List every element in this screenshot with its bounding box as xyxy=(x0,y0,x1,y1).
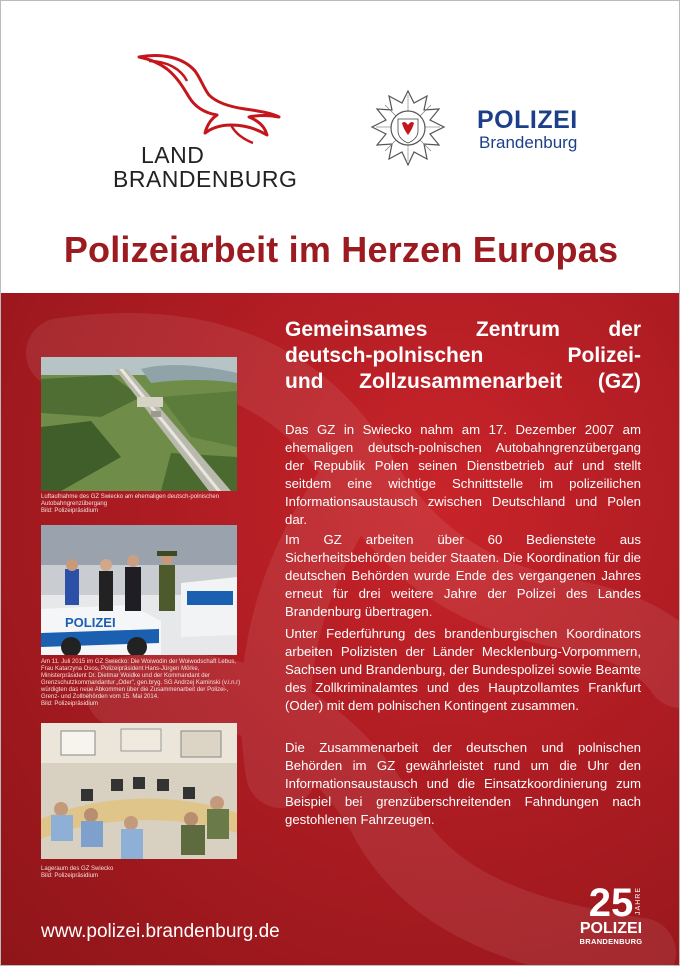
article-paragraph: Das GZ in Swiecko nahm am 17. Dezember 2007 am ehemaligen deutsch-polnischen Autobahngrenzübergang der Republik Polen seinen Dienstbetrieb auf und stellt seitdem eine wichtige Schnittstelle im polizeilichen Informationsaustausch zwischen Deutschland und Polen dar. xyxy=(285,422,641,527)
room-photo-caption: Lageraum des GZ Swiecko Bild: Polizeipräsidium xyxy=(41,866,114,879)
polizei-brandenburg-logo xyxy=(477,107,578,153)
article-paragraph: Unter Federführung des brandenburgischen Koordinators arbeiten Polizisten der Länder Mecklenburg-Vorpommern, Sachsen und Brandenburg, der Bundespolizei sowie Beamte des Zollkriminalamtes und des Hauptzollamtes Frankfurt (Oder) mit dem polnischen Kontingent zusammen. xyxy=(285,626,641,713)
badge-state: BRANDENBURG xyxy=(579,937,643,946)
aerial-photo xyxy=(41,357,237,491)
police-star-emblem xyxy=(369,89,447,167)
poster-header xyxy=(1,1,680,293)
article-paragraph: Die Zusammenarbeit der deutschen und polnischen Behörden im GZ gewährleistet rund um die Uhr den Informationsaustausch und die Einsatzkoordinierung zum Beispiel bei grenzüberschreitenden Fahndungen nach gestohlenen Fahrzeugen. xyxy=(285,740,641,827)
badge-number: 25 xyxy=(588,881,634,925)
land-text-line1: LAND xyxy=(141,142,205,168)
land-text-line2: BRANDENBURG xyxy=(113,166,298,192)
badge-jahre: JAHRE xyxy=(635,887,642,915)
room-photo xyxy=(41,723,237,859)
article-paragraph: Im GZ arbeiten über 60 Bedienstete aus Sicherheitsbehörden beider Staaten. Die Koordination für die deutschen Behörden wurde Ende des vergangenen Jahres erneut für drei weitere Jahre der Polizei des Landes Brandenburg übertragen. xyxy=(285,532,641,619)
land-brandenburg-logo xyxy=(109,51,298,192)
article-subheading: Gemeinsames Zentrum der deutsch-polnischen Polizei- und Zollzusammenarbeit (GZ) xyxy=(285,318,641,393)
police-star-icon xyxy=(369,89,447,167)
anniversary-badge xyxy=(575,881,647,946)
group-photo xyxy=(41,525,237,655)
website-link[interactable]: www.polizei.brandenburg.de xyxy=(41,921,280,942)
group-photo-caption: Am 11. Juli 2015 im GZ Swiecko: Die Woiwodin der Woiwodschaft Lebus, Frau Katarzyna Osos, Polizeipräsident Hans-Jürgen Mörke, Ministerpräsident Dr. Dietmar Woidke und der Kommandant der Grenzschutzkommandantur „Oder", gen.bryg. SG Andrzej Kaminski (v.l.n.r) würdigten das neue Abkommen über die Zusammenarbeit der Polizei-, Grenz- und Zollbehörden vom 15. Mai 2014. Bild: Polizeipräsidium xyxy=(41,659,241,707)
badge-polizei: POLIZEI xyxy=(579,920,643,937)
car-polizei-label: POLIZEI xyxy=(65,615,116,630)
aerial-photo-caption: Luftaufnahme des GZ Swiecko am ehemaligen deutsch-polnischen Autobahngrenzübergang Bild: Polizeipräsidium xyxy=(41,494,220,514)
polizei-logo-line1: POLIZEI xyxy=(477,106,578,134)
main-title: Polizeiarbeit im Herzen Europas xyxy=(63,229,619,270)
eagle-icon xyxy=(131,51,281,147)
polizei-logo-line2: Brandenburg xyxy=(479,133,578,152)
content-panel xyxy=(1,293,680,966)
